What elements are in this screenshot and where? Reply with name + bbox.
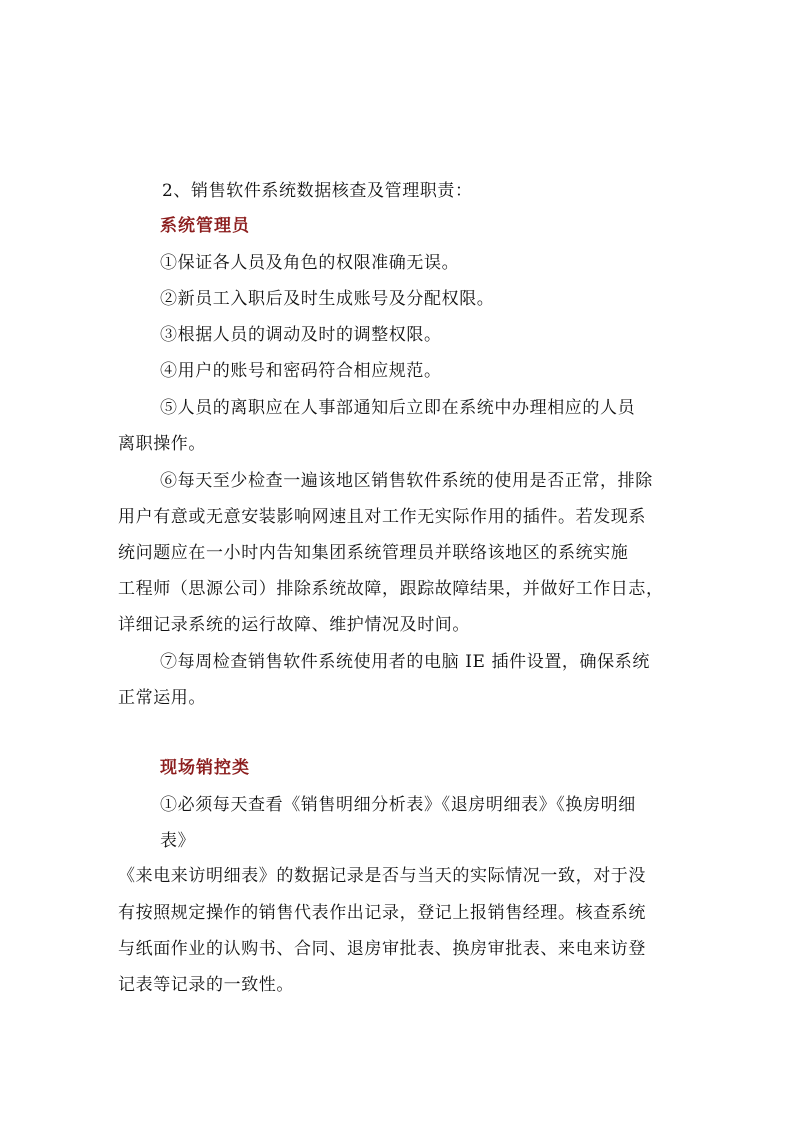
section-title: 2、销售软件系统数据核查及管理职责：	[162, 181, 473, 201]
sales-control-item-1-line-4: 有按照规定操作的销售代表作出记录，登记上报销售经理。核查系统	[118, 903, 646, 923]
sales-control-item-1-line-6: 记表等记录的一致性。	[118, 975, 294, 995]
system-admin-heading: 系统管理员	[160, 216, 250, 236]
system-admin-item-6-line-1: ⑥每天至少检查一遍该地区销售软件系统的使用是否正常，排除	[160, 471, 653, 491]
sales-control-item-1-line-2: 表》	[160, 831, 196, 851]
sales-control-heading: 现场销控类	[160, 758, 250, 778]
system-admin-item-5-line-1: ⑤人员的离职应在人事部通知后立即在系统中办理相应的人员	[160, 398, 636, 418]
system-admin-item-6-line-4: 工程师（思源公司）排除系统故障，跟踪故障结果，并做好工作日志，	[118, 579, 664, 599]
sales-control-item-1-line-5: 与纸面作业的认购书、合同、退房审批表、换房审批表、来电来访登	[118, 939, 646, 959]
system-admin-item-3: ③根据人员的调动及时的调整权限。	[160, 325, 442, 345]
system-admin-item-6-line-5: 详细记录系统的运行故障、维护情况及时间。	[118, 615, 470, 635]
system-admin-item-2: ②新员工入职后及时生成账号及分配权限。	[160, 289, 495, 309]
system-admin-item-1: ①保证各人员及角色的权限准确无误。	[160, 253, 460, 273]
sales-control-item-1-line-3: 《来电来访明细表》的数据记录是否与当天的实际情况一致，对于没	[118, 866, 646, 886]
sales-control-item-1-line-1: ①必须每天查看《销售明细分析表》《退房明细表》《换房明细	[160, 795, 636, 815]
system-admin-item-7-line-1: ⑦每周检查销售软件系统使用者的电脑 IE 插件设置，确保系统	[160, 652, 650, 672]
system-admin-item-7-line-2: 正常运用。	[118, 688, 206, 708]
system-admin-item-4: ④用户的账号和密码符合相应规范。	[160, 361, 442, 381]
system-admin-item-6-line-2: 用户有意或无意安装影响网速且对工作无实际作用的插件。若发现系	[118, 507, 646, 527]
system-admin-item-5-line-2: 离职操作。	[118, 434, 206, 454]
system-admin-item-6-line-3: 统问题应在一小时内告知集团系统管理员并联络该地区的系统实施	[118, 543, 629, 563]
